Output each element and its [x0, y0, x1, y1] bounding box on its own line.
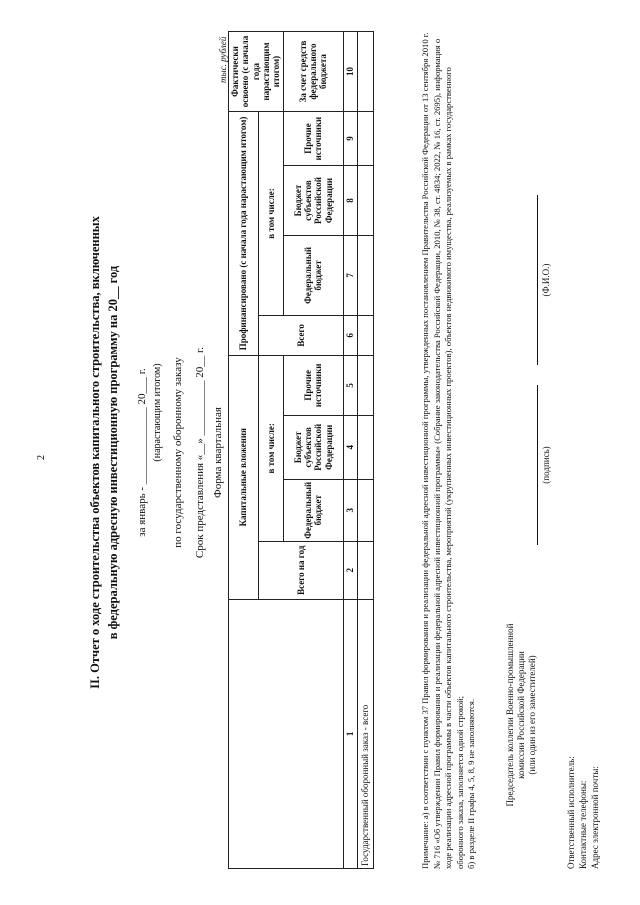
row-label: Государственный оборонный заказ - всего [357, 599, 373, 868]
form-type: Форма квартальная [212, 407, 224, 498]
notes [420, 31, 478, 869]
chair-line2: комиссии Российской Федерации [516, 651, 526, 779]
executor-label: Ответственный исполнитель: [566, 756, 576, 869]
header-federal-budget: Федеральный бюджет [283, 479, 343, 541]
header-including: в том числе: [259, 355, 284, 541]
col-number: 6 [343, 315, 357, 355]
header-from-federal: За счет средств федерального бюджета [283, 32, 343, 112]
col-number: 4 [343, 415, 357, 479]
name-hint: (Ф.И.О.) [541, 263, 551, 297]
column-numbers-row [343, 32, 357, 869]
signature-hint: (подпись) [541, 446, 551, 484]
name-line [537, 195, 538, 365]
table-cell[interactable] [357, 415, 373, 479]
col-number: 9 [343, 112, 357, 166]
table-cell[interactable] [357, 541, 373, 599]
report-title-line1: II. Отчет о ходе строительства объектов капитального строительства, включенных [88, 216, 102, 689]
header-including2: в том числе: [259, 112, 284, 316]
header-prefinanced: Профинансировано (с начала года нарастающим итогом) [229, 112, 259, 356]
table-row [357, 32, 373, 869]
chair-line1: Председатель коллегии Военно-промышленной [505, 623, 515, 807]
note-b: б) в разделе II графы 4, 5, 8, 9 не заполняются. [466, 699, 476, 869]
header-subjects-budget2: Бюджет субъектов Российской Федерации [283, 166, 343, 236]
deadline-line: Срок представления «__» __________ 20__ г. [194, 346, 206, 559]
table-cell[interactable] [357, 166, 373, 236]
defense-order-label: по государственному оборонному заказу [172, 357, 184, 548]
header-other-sources: Прочие источники [283, 355, 343, 415]
table-cell[interactable] [357, 235, 373, 315]
header-actually-mastered: Фактически освоено (с начала года нарастающим итогом) [229, 32, 284, 112]
signature-line [537, 385, 538, 545]
table-cell[interactable] [357, 32, 373, 112]
header-total-year: Всего на год [259, 541, 344, 599]
email-label: Адрес электронной почты: [590, 766, 600, 869]
table-cell[interactable] [357, 112, 373, 166]
header-total: Всего [259, 315, 344, 355]
col-number: 7 [343, 235, 357, 315]
report-title-line2: в федеральную адресную инвестиционную программу на 20__ год [106, 265, 120, 640]
header-subjects-budget: Бюджет субъектов Российской Федерации [283, 415, 343, 479]
units-label: тыс. рублей [218, 36, 228, 83]
col-number: 2 [343, 541, 357, 599]
period-line: за январь - ______________ 20___ г. [136, 368, 148, 537]
col-number: 10 [343, 32, 357, 112]
chair-line3: (или один из его заместителей) [527, 655, 537, 775]
header-federal-budget2: Федеральный бюджет [283, 235, 343, 315]
table-cell[interactable] [357, 315, 373, 355]
col-number: 8 [343, 166, 357, 236]
col-number: 5 [343, 355, 357, 415]
header-other-sources2: Прочие источники [283, 112, 343, 166]
note-a: Примечание: а) в соответствии с пунктом 37 Правил формирования и реализации федеральной адресной инвестиционной программы, утвержденных постановлением Правительства Российской Федерации от 13 сентября 2010 г. № 716 «Об утверждении Правил формирования и реализации федеральной адресной инвестиционной программы» (Собрание законодательства Российской Федерации, 2010, № 38, ст. 4834; 2022, № 16, ст. 2695), информация о ходе реализации адресной программы в части объектов капитального строительства, мероприятий (укрупненных инвестиционных проектов), объектов недвижимого имущества, реализуемых в рамках государственного оборонного заказа, заполняется одной строкой; [420, 32, 465, 869]
page-number: 2 [36, 455, 47, 460]
header-capital-investments: Капитальные вложения [229, 355, 259, 599]
table-cell[interactable] [357, 479, 373, 541]
period-hint: (нарастающим итогом) [152, 363, 163, 462]
col-number: 1 [343, 599, 357, 868]
header-row-label [229, 599, 344, 868]
phones-label: Контактные телефоны: [578, 780, 588, 869]
report-table [228, 31, 374, 869]
col-number: 3 [343, 479, 357, 541]
table-cell[interactable] [357, 355, 373, 415]
